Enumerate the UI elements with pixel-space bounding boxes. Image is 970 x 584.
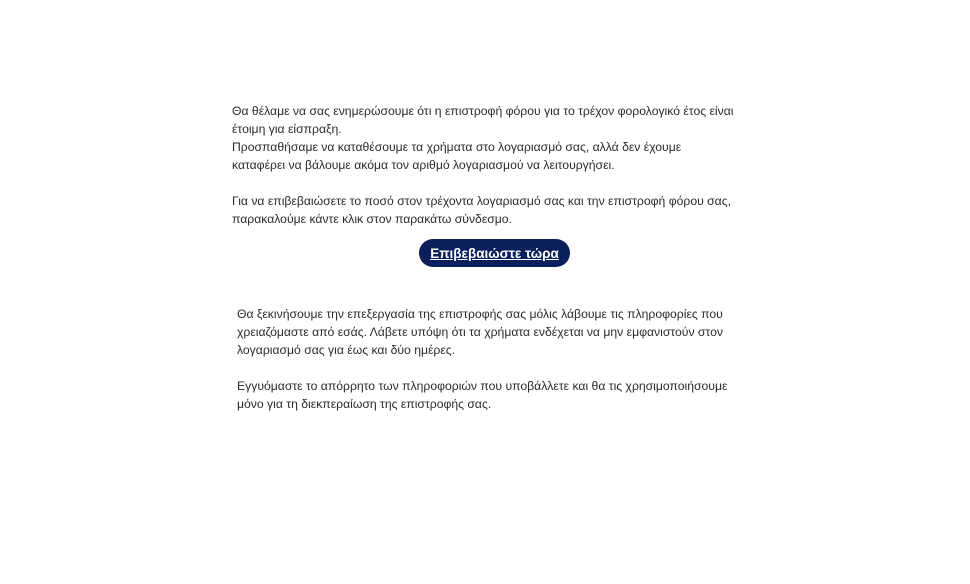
confirm-text-line: παρακαλούμε κάντε κλικ στον παρακάτω σύνδεσμο. [232,212,512,226]
confirm-text-line: Για να επιβεβαιώσετε το ποσό στον τρέχοντα λογαριασμό σας και την επιστροφή φόρου σας, [232,194,731,208]
processing-text-line: χρειαζόμαστε από εσάς. Λάβετε υπόψη ότι τα χρήματα ενδέχεται να μην εμφανιστούν στον [237,325,723,339]
privacy-text-line: Εγγυόμαστε το απόρρητο των πληροφοριών που υποβάλλετε και θα τις χρησιμοποιήσουμε [237,379,728,393]
intro-text-line: Προσπαθήσαμε να καταθέσουμε τα χρήματα στο λογαριασμό σας, αλλά δεν έχουμε [232,140,682,154]
processing-text-line: Θα ξεκινήσουμε την επεξεργασία της επιστροφής σας μόλις λάβουμε τις πληροφορίες που [237,307,723,321]
privacy-text-line: μόνο για τη διεκπεραίωση της επιστροφής σας. [237,397,492,411]
intro-text-line: έτοιμη για είσπραξη. [232,122,342,136]
paragraph-spacer [237,359,767,377]
intro-text-line: Θα θέλαμε να σας ενημερώσουμε ότι η επιστροφή φόρου για το τρέχον φορολογικό έτος είναι [232,104,734,118]
intro-text-line: καταφέρει να βάλουμε ακόμα τον αριθμό λογαριασμού να λειτουργήσει. [232,158,615,172]
intro-section [232,102,772,228]
paragraph-spacer [232,174,772,192]
confirm-now-button[interactable]: Επιβεβαιώστε τώρα [419,239,570,267]
cta-container [232,239,757,267]
processing-text-line: λογαριασμό σας για έως και δύο ημέρες. [237,343,456,357]
info-section [237,305,767,413]
